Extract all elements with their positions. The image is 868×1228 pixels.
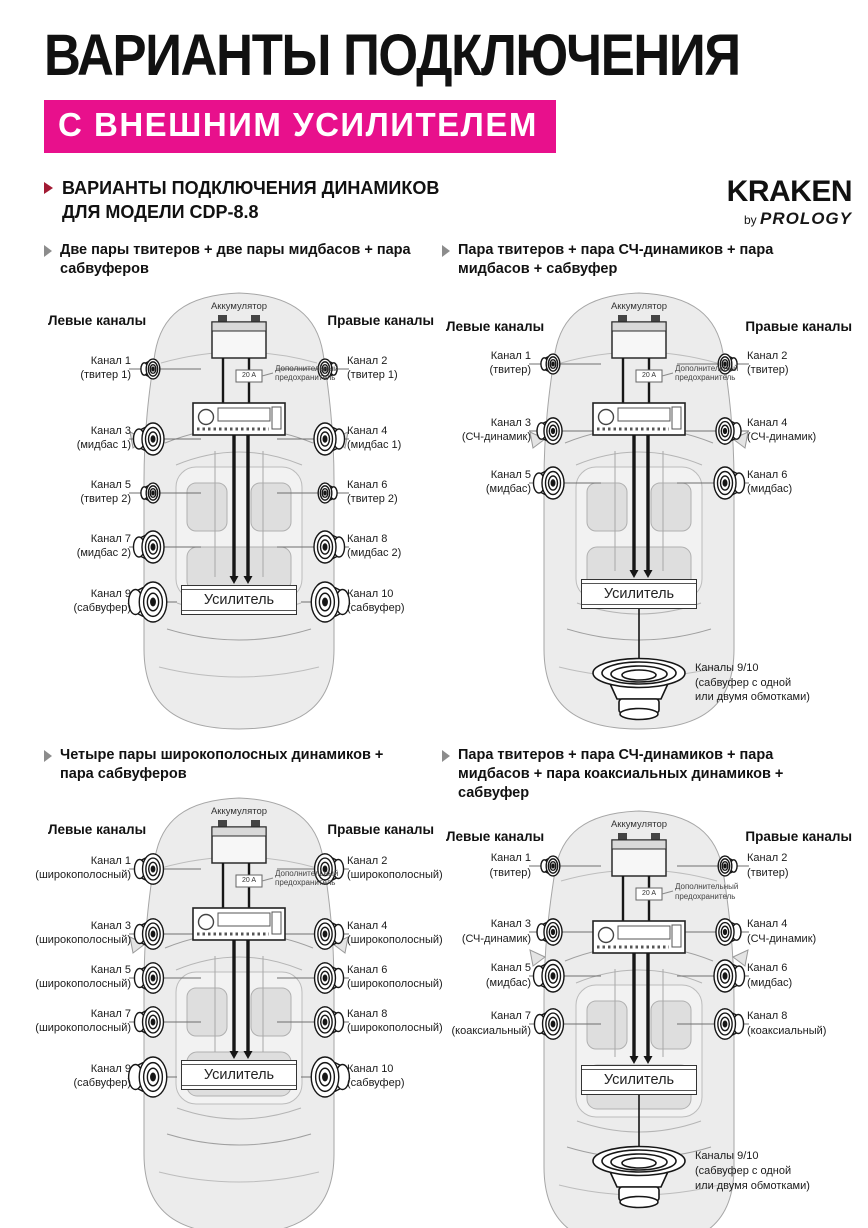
gray-triangle-bullet-icon <box>442 245 450 257</box>
right-channels-label: Правые каналы <box>327 821 434 837</box>
gray-triangle-bullet-icon <box>44 245 52 257</box>
channel-label <box>347 1007 443 1036</box>
subwoofer-note-line: или двумя обмотками) <box>695 1179 810 1192</box>
channel-name: Канал 2 <box>347 354 388 367</box>
connection-variant <box>442 746 854 1228</box>
channel-name: Канал 6 <box>747 962 788 975</box>
channel-name: Канал 5 <box>490 962 531 975</box>
channel-name: Канал 8 <box>747 1010 788 1023</box>
channel-label <box>80 354 131 383</box>
channel-label <box>747 349 789 378</box>
channel-name: Канал 3 <box>490 918 531 931</box>
section-title-line2: ДЛЯ МОДЕЛИ CDP-8.8 <box>62 201 259 222</box>
channel-type: (твитер 2) <box>80 493 131 506</box>
channel-label <box>489 349 531 378</box>
channel-type: (твитер) <box>747 364 789 377</box>
battery-label: Аккумулятор <box>610 300 668 312</box>
channel-name: Канал 4 <box>347 919 388 932</box>
channel-type: (широкополосный) <box>35 978 131 991</box>
channel-type: (широкополосный) <box>35 869 131 882</box>
channel-label <box>73 1062 131 1091</box>
channel-label <box>452 1009 531 1038</box>
channel-label <box>77 424 131 453</box>
brand-by: by <box>743 212 757 227</box>
channel-name: Канал 4 <box>347 424 388 437</box>
amplifier-box: Усилитель <box>181 1060 297 1090</box>
section-title <box>62 177 439 225</box>
variant-title: Пара твитеров + пара СЧ-динамиков + пара мидбасов + пара коаксиальных динамиков + сабвуфер <box>458 746 784 802</box>
channel-type: (твитер) <box>489 364 531 377</box>
channel-type: (мидбас 2) <box>76 547 131 560</box>
channel-type: (сабвуфер) <box>347 602 405 615</box>
channel-name: Канал 10 <box>347 1062 394 1075</box>
amplifier-box: Усилитель <box>581 579 697 609</box>
channel-type: (твитер 1) <box>80 369 131 382</box>
subwoofer-note <box>695 1149 810 1193</box>
channel-label <box>747 961 792 990</box>
fuse-value-label: 20 A <box>641 890 656 898</box>
channel-label <box>77 532 131 561</box>
channel-type: (мидбас) <box>485 976 531 989</box>
channel-type: (твитер) <box>489 866 531 879</box>
car-wiring-diagram <box>44 291 442 741</box>
subwoofer-note-line: или двумя обмотками) <box>695 691 810 704</box>
fuse-value-label: 20 A <box>641 371 656 379</box>
channel-type: (твитер) <box>747 866 789 879</box>
variant-title: Пара твитеров + пара СЧ-динамиков + пара мидбасов + сабвуфер <box>458 241 774 278</box>
channel-label <box>747 1009 826 1038</box>
brand-name: KRAKEN <box>726 174 852 208</box>
channel-type: (широкополосный) <box>347 934 443 947</box>
channel-name: Канал 4 <box>747 918 788 931</box>
variant-title: Четыре пары широкополосных динамиков + пара сабвуферов <box>60 746 384 783</box>
channel-name: Канал 1 <box>490 852 531 865</box>
channel-label <box>347 354 398 383</box>
variant-header <box>442 746 854 803</box>
page-title: ВАРИАНТЫ ПОДКЛЮЧЕНИЯ <box>44 23 740 88</box>
fuse-note-label: Дополнительный предохранитель <box>275 868 339 888</box>
gray-triangle-bullet-icon <box>44 750 52 762</box>
subwoofer-note <box>695 661 810 705</box>
channel-label <box>486 468 531 497</box>
subwoofer-note-line: Каналы 9/10 <box>695 1150 759 1163</box>
left-channels-label: Левые каналы <box>446 318 545 334</box>
channel-label <box>347 919 443 948</box>
connection-variant <box>35 746 443 1228</box>
channel-name: Канал 7 <box>90 532 131 545</box>
fuse-value-label: 20 A <box>241 371 256 379</box>
channel-name: Канал 7 <box>90 1007 131 1020</box>
channel-type: (твитер 1) <box>347 369 398 382</box>
channel-name: Канал 4 <box>747 416 788 429</box>
left-channels-label: Левые каналы <box>48 312 147 328</box>
channel-type: (широкополосный) <box>347 978 443 991</box>
channel-name: Канал 2 <box>747 852 788 865</box>
fuse-note-label: Дополнительный предохранитель <box>275 363 339 383</box>
channel-name: Канал 9 <box>90 587 131 600</box>
channel-name: Канал 6 <box>347 478 388 491</box>
fuse-value-label: 20 A <box>241 876 256 884</box>
right-channels-label: Правые каналы <box>327 312 434 328</box>
channel-label <box>347 532 401 561</box>
channel-label <box>747 917 816 946</box>
variant-header <box>44 241 442 285</box>
channel-name: Канал 5 <box>490 468 531 481</box>
channel-type: (коаксиальный) <box>747 1024 827 1037</box>
channel-name: Канал 7 <box>490 1010 531 1023</box>
channel-type: (сабвуфер) <box>73 1077 131 1090</box>
channel-type: (широкополосный) <box>35 1022 131 1035</box>
section-title-line1: ВАРИАНТЫ ПОДКЛЮЧЕНИЯ ДИНАМИКОВ <box>62 177 440 198</box>
fuse-note-label: Дополнительный предохранитель <box>675 882 739 901</box>
subtitle-banner: С ВНЕШНИМ УСИЛИТЕЛЕМ <box>44 100 556 153</box>
channel-name: Канал 2 <box>347 854 388 867</box>
channel-type: (сабвуфер) <box>347 1077 405 1090</box>
channel-name: Канал 6 <box>347 963 388 976</box>
amplifier-box: Усилитель <box>581 1065 697 1095</box>
right-channels-label: Правые каналы <box>745 829 852 845</box>
channel-name: Канал 3 <box>490 416 531 429</box>
channel-type: (СЧ-динамик) <box>461 932 531 945</box>
battery-label: Аккумулятор <box>210 805 268 817</box>
channel-label <box>347 963 443 992</box>
channel-type: (широкополосный) <box>347 869 443 882</box>
fuse-note-label: Дополнительный предохранитель <box>675 363 739 383</box>
channel-label <box>747 851 789 880</box>
battery-label: Аккумулятор <box>210 300 268 312</box>
car-wiring-diagram <box>442 291 854 741</box>
right-channels-label: Правые каналы <box>745 318 852 334</box>
channel-type: (коаксиальный) <box>451 1024 531 1037</box>
variant-header <box>442 241 854 285</box>
channel-label <box>80 478 131 507</box>
channel-type: (сабвуфер) <box>73 602 131 615</box>
channel-type: (мидбас 1) <box>347 439 402 452</box>
channel-label <box>489 851 531 880</box>
channel-label <box>462 416 531 445</box>
channel-name: Канал 5 <box>90 963 131 976</box>
subwoofer-note-line: (сабвуфер с одной <box>695 1165 792 1177</box>
channel-name: Канал 8 <box>347 532 388 545</box>
channel-label <box>35 919 131 948</box>
variant-title: Две пары твитеров + две пары мидбасов + пара сабвуферов <box>60 241 411 278</box>
car-wiring-diagram <box>35 796 443 1228</box>
channel-name: Канал 1 <box>490 349 531 362</box>
subwoofer-note-line: Каналы 9/10 <box>695 661 759 674</box>
channel-name: Канал 8 <box>347 1007 388 1020</box>
channel-name: Канал 3 <box>90 424 131 437</box>
gray-triangle-bullet-icon <box>442 750 450 762</box>
channel-label <box>35 1007 131 1036</box>
channel-label <box>486 961 531 990</box>
left-channels-label: Левые каналы <box>446 829 545 845</box>
channel-label <box>347 424 401 453</box>
channel-label <box>347 478 398 507</box>
channel-name: Канал 1 <box>90 354 131 367</box>
channel-type: (мидбас) <box>747 483 793 496</box>
channel-type: (твитер 2) <box>347 493 398 506</box>
channel-label <box>347 854 443 883</box>
variant-header <box>44 746 442 790</box>
channel-type: (широкополосный) <box>35 934 131 947</box>
channel-type: (широкополосный) <box>347 1022 443 1035</box>
brand-byline <box>727 209 852 229</box>
connection-variant <box>442 241 854 746</box>
channel-name: Канал 5 <box>90 478 131 491</box>
brand-sub: PROLOGY <box>759 208 852 228</box>
channel-label <box>347 1062 405 1091</box>
channel-type: (мидбас 2) <box>347 547 402 560</box>
channel-type: (СЧ-динамик) <box>747 431 817 444</box>
brand-logo <box>726 174 854 229</box>
channel-type: (СЧ-динамик) <box>461 431 531 444</box>
section-header <box>44 174 854 229</box>
channel-label <box>73 587 131 616</box>
channel-label <box>347 587 405 616</box>
channel-label <box>462 917 531 946</box>
channel-name: Канал 9 <box>90 1062 131 1075</box>
connection-variant <box>44 241 442 746</box>
channel-name: Канал 3 <box>90 919 131 932</box>
subwoofer-note-line: (сабвуфер с одной <box>695 676 792 689</box>
channel-label <box>747 468 792 497</box>
red-triangle-bullet-icon <box>44 182 53 194</box>
channel-type: (мидбас) <box>485 483 531 496</box>
channel-name: Канал 1 <box>90 854 131 867</box>
amplifier-box: Усилитель <box>181 585 297 615</box>
channel-label <box>35 854 131 883</box>
channel-type: (СЧ-динамик) <box>747 932 817 945</box>
car-wiring-diagram <box>442 809 854 1228</box>
left-channels-label: Левые каналы <box>48 821 147 837</box>
channel-name: Канал 6 <box>747 468 788 481</box>
channel-name: Канал 2 <box>747 349 788 362</box>
channel-type: (мидбас) <box>747 976 793 989</box>
diagrams-grid <box>35 241 854 1228</box>
channel-label <box>35 963 131 992</box>
channel-name: Канал 10 <box>347 587 394 600</box>
channel-label <box>747 416 816 445</box>
battery-label: Аккумулятор <box>610 819 668 831</box>
channel-type: (мидбас 1) <box>76 439 131 452</box>
